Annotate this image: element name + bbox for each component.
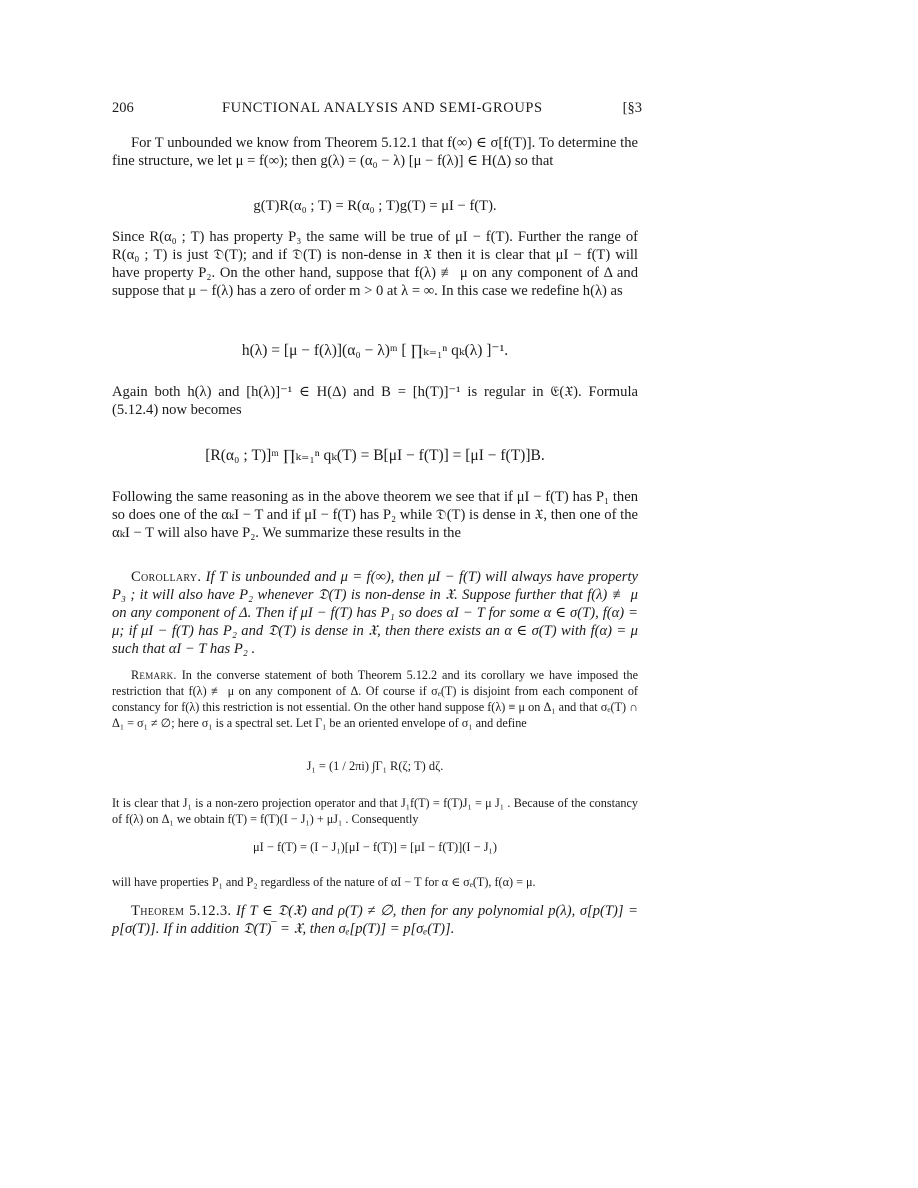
paragraph-regular: Again both h(λ) and [h(λ)]⁻¹ ∈ H(Δ) and B = [h(T)]⁻¹ is regular in 𝔈(𝔛). Formula (5.12.4) now becomes [112,384,638,419]
equation-formula-5-12-4: [R(α₀ ; T)]ᵐ ∏ₖ₌₁ⁿ qₖ(T) = B[μI − f(T)] = [μI − f(T)]B. [205,447,545,464]
page-number: 206 [112,100,134,116]
equation-decomposition: μI − f(T) = (I − J₁)[μI − f(T)] = [μI − f(T)](I − J₁) [253,840,497,854]
theorem-label: Theorem 5.12.3. [131,903,232,919]
remark-label: Remark. [131,668,177,682]
running-header [112,100,642,120]
paragraph-projection: It is clear that J₁ is a non-zero projection operator and that J₁f(T) = f(T)J₁ = μ J₁ . Because of the constancy of f(λ) on Δ₁ we obtain f(T) = f(T)(I − J₁) + μJ₁ . Consequently [112,796,638,827]
remark [112,667,638,731]
paragraph-intro: For T unbounded we know from Theorem 5.12.1 that f(∞) ∈ σ[f(T)]. To determine the fine structure, we let μ = f(∞); then g(λ) = (α₀ − λ) [μ − f(λ)] ∈ H(Δ) so that [112,135,638,170]
corollary-label: Corollary. [131,569,202,585]
corollary-text: If T is unbounded and μ = f(∞), then μI − f(T) will always have property P₃ ; it will also have P₂ whenever 𝔇(T) is non-dense in 𝔛. Suppose further that f(λ) ≢ μ on any component of Δ. Then if μI − f(T) has P₁ so does αI − T for some α ∈ σ(T), f(α) = μ; if μI − f(T) has P₂ and 𝔇(T) is dense in 𝔛, then there exists an α ∈ σ(T) with f(α) = μ such that αI − T has P₂ . [112,569,638,658]
section-marker: [§3 [622,100,642,116]
theorem-text: If T ∈ 𝔇(𝔛) and ρ(T) ≠ ∅, then for any polynomial p(λ), σ[p(T)] = p[σ(T)]. If in addition 𝔇(T)‾ = 𝔛, then σₑ[p(T)] = p[σₑ(T)]. [112,903,638,938]
equation-projection-integral: J₁ = (1 / 2πi) ∫Γ₁ R(ζ; T) dζ. [306,759,444,773]
equation-h-definition: h(λ) = [μ − f(λ)](α₀ − λ)ᵐ [ ∏ₖ₌₁ⁿ qₖ(λ) ]⁻¹. [241,342,509,359]
remark-text: In the converse statement of both Theorem 5.12.2 and its corollary we have imposed the restriction that f(λ) ≢ μ on any component of Δ. Of course if σₑ(T) is disjoint from each component of constancy for f(λ) this restriction is not essential. On the other hand suppose f(λ) ≡ μ on Δ₁ and that σₑ(T) ∩ Δ₁ = σ₁ ≠ ∅; here σ₁ is a spectral set. Let Γ₁ be an oriented envelope of σ₁ and define [112,668,638,731]
corollary [112,568,638,658]
paragraph-reasoning: Following the same reasoning as in the above theorem we see that if μI − f(T) has P₁ then so does one of the αₖI − T and if μI − f(T) has P₂ while 𝔇(T) is dense in 𝔛, then one of the αₖI − T will also have P₂. We summarize these results in the [112,489,638,542]
theorem-5-12-3 [112,902,638,938]
running-title: FUNCTIONAL ANALYSIS AND SEMI-GROUPS [222,100,543,116]
equation-resolvent-commute: g(T)R(α₀ ; T) = R(α₀ ; T)g(T) = μI − f(T). [253,198,497,214]
paragraph-conclusion: will have properties P₁ and P₂ regardless of the nature of αI − T for α ∈ σₑ(T), f(α) = μ. [112,875,536,889]
paragraph-properties: Since R(α₀ ; T) has property P₃ the same will be true of μI − f(T). Further the range of R(α₀ ; T) is just 𝔇(T); and if 𝔇(T) is non-dense in 𝔛 then it is clear that μI − f(T) will have property P₂. On the other hand, suppose that f(λ) ≢ μ on any component of Δ and suppose that μ − f(λ) has a zero of order m > 0 at λ = ∞. In this case we redefine h(λ) as [112,229,638,300]
